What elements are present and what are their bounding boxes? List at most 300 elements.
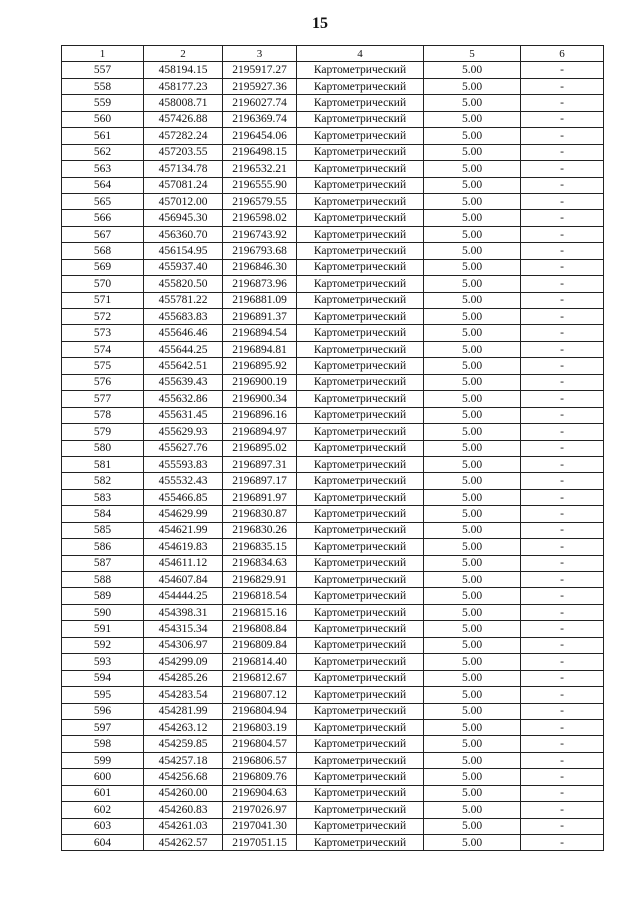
table-row xyxy=(62,111,604,127)
accuracy-cell: 5.00 xyxy=(424,144,521,160)
table-row xyxy=(62,703,604,719)
method-cell: Картометрический xyxy=(297,62,424,78)
y-coordinate-cell: 2196830.26 xyxy=(223,522,297,538)
accuracy-cell: 5.00 xyxy=(424,62,521,78)
method-cell: Картометрический xyxy=(297,588,424,604)
table-row xyxy=(62,835,604,851)
accuracy-cell: 5.00 xyxy=(424,407,521,423)
table-row xyxy=(62,785,604,801)
point-number-cell: 565 xyxy=(62,193,144,209)
method-cell: Картометрический xyxy=(297,539,424,555)
y-coordinate-cell: 2196498.15 xyxy=(223,144,297,160)
method-cell: Картометрический xyxy=(297,243,424,259)
point-number-cell: 581 xyxy=(62,456,144,472)
accuracy-cell: 5.00 xyxy=(424,259,521,275)
x-coordinate-cell: 454444.25 xyxy=(144,588,223,604)
description-cell: - xyxy=(521,456,604,472)
x-coordinate-cell: 454256.68 xyxy=(144,769,223,785)
accuracy-cell: 5.00 xyxy=(424,292,521,308)
point-number-cell: 583 xyxy=(62,489,144,505)
x-coordinate-cell: 455646.46 xyxy=(144,325,223,341)
accuracy-cell: 5.00 xyxy=(424,111,521,127)
method-cell: Картометрический xyxy=(297,621,424,637)
y-coordinate-cell: 2195917.27 xyxy=(223,62,297,78)
x-coordinate-cell: 456360.70 xyxy=(144,226,223,242)
y-coordinate-cell: 2196895.02 xyxy=(223,440,297,456)
x-coordinate-cell: 454285.26 xyxy=(144,670,223,686)
accuracy-cell: 5.00 xyxy=(424,802,521,818)
accuracy-cell: 5.00 xyxy=(424,358,521,374)
header-cell-description: 6 xyxy=(521,46,604,62)
table-row xyxy=(62,506,604,522)
x-coordinate-cell: 458177.23 xyxy=(144,78,223,94)
x-coordinate-cell: 457203.55 xyxy=(144,144,223,160)
x-coordinate-cell: 458194.15 xyxy=(144,62,223,78)
y-coordinate-cell: 2196793.68 xyxy=(223,243,297,259)
description-cell: - xyxy=(521,835,604,851)
table-row xyxy=(62,736,604,752)
table-row xyxy=(62,572,604,588)
method-cell: Картометрический xyxy=(297,785,424,801)
description-cell: - xyxy=(521,719,604,735)
y-coordinate-cell: 2197041.30 xyxy=(223,818,297,834)
method-cell: Картометрический xyxy=(297,144,424,160)
method-cell: Картометрический xyxy=(297,358,424,374)
point-number-cell: 598 xyxy=(62,736,144,752)
point-number-cell: 597 xyxy=(62,719,144,735)
accuracy-cell: 5.00 xyxy=(424,506,521,522)
header-cell-method: 4 xyxy=(297,46,424,62)
x-coordinate-cell: 455644.25 xyxy=(144,341,223,357)
table-row xyxy=(62,456,604,472)
table-row xyxy=(62,424,604,440)
x-coordinate-cell: 455631.45 xyxy=(144,407,223,423)
description-cell: - xyxy=(521,193,604,209)
accuracy-cell: 5.00 xyxy=(424,193,521,209)
accuracy-cell: 5.00 xyxy=(424,835,521,851)
x-coordinate-cell: 457426.88 xyxy=(144,111,223,127)
method-cell: Картометрический xyxy=(297,95,424,111)
table-row xyxy=(62,374,604,390)
point-number-cell: 567 xyxy=(62,226,144,242)
description-cell: - xyxy=(521,440,604,456)
method-cell: Картометрический xyxy=(297,226,424,242)
x-coordinate-cell: 457134.78 xyxy=(144,161,223,177)
table-row xyxy=(62,802,604,818)
method-cell: Картометрический xyxy=(297,341,424,357)
y-coordinate-cell: 2196897.31 xyxy=(223,456,297,472)
accuracy-cell: 5.00 xyxy=(424,621,521,637)
method-cell: Картометрический xyxy=(297,473,424,489)
description-cell: - xyxy=(521,424,604,440)
table-row xyxy=(62,259,604,275)
method-cell: Картометрический xyxy=(297,604,424,620)
method-cell: Картометрический xyxy=(297,374,424,390)
method-cell: Картометрический xyxy=(297,572,424,588)
point-number-cell: 568 xyxy=(62,243,144,259)
point-number-cell: 588 xyxy=(62,572,144,588)
description-cell: - xyxy=(521,391,604,407)
description-cell: - xyxy=(521,752,604,768)
accuracy-cell: 5.00 xyxy=(424,555,521,571)
method-cell: Картометрический xyxy=(297,309,424,325)
accuracy-cell: 5.00 xyxy=(424,785,521,801)
table-row xyxy=(62,719,604,735)
x-coordinate-cell: 454299.09 xyxy=(144,654,223,670)
table-row xyxy=(62,341,604,357)
accuracy-cell: 5.00 xyxy=(424,177,521,193)
accuracy-cell: 5.00 xyxy=(424,276,521,292)
table-row xyxy=(62,292,604,308)
description-cell: - xyxy=(521,687,604,703)
method-cell: Картометрический xyxy=(297,456,424,472)
description-cell: - xyxy=(521,341,604,357)
x-coordinate-cell: 455683.83 xyxy=(144,309,223,325)
description-cell: - xyxy=(521,407,604,423)
point-number-cell: 582 xyxy=(62,473,144,489)
y-coordinate-cell: 2196806.57 xyxy=(223,752,297,768)
y-coordinate-cell: 2196555.90 xyxy=(223,177,297,193)
method-cell: Картометрический xyxy=(297,424,424,440)
point-number-cell: 599 xyxy=(62,752,144,768)
table-row xyxy=(62,588,604,604)
accuracy-cell: 5.00 xyxy=(424,489,521,505)
x-coordinate-cell: 454263.12 xyxy=(144,719,223,735)
table-row xyxy=(62,210,604,226)
table-row xyxy=(62,407,604,423)
description-cell: - xyxy=(521,243,604,259)
y-coordinate-cell: 2196743.92 xyxy=(223,226,297,242)
point-number-cell: 570 xyxy=(62,276,144,292)
point-number-cell: 592 xyxy=(62,637,144,653)
y-coordinate-cell: 2196897.17 xyxy=(223,473,297,489)
accuracy-cell: 5.00 xyxy=(424,309,521,325)
description-cell: - xyxy=(521,210,604,226)
point-number-cell: 596 xyxy=(62,703,144,719)
description-cell: - xyxy=(521,358,604,374)
x-coordinate-cell: 455639.43 xyxy=(144,374,223,390)
description-cell: - xyxy=(521,621,604,637)
method-cell: Картометрический xyxy=(297,687,424,703)
accuracy-cell: 5.00 xyxy=(424,325,521,341)
y-coordinate-cell: 2196904.63 xyxy=(223,785,297,801)
method-cell: Картометрический xyxy=(297,177,424,193)
method-cell: Картометрический xyxy=(297,128,424,144)
x-coordinate-cell: 454260.00 xyxy=(144,785,223,801)
description-cell: - xyxy=(521,736,604,752)
method-cell: Картометрический xyxy=(297,259,424,275)
y-coordinate-cell: 2197026.97 xyxy=(223,802,297,818)
point-number-cell: 580 xyxy=(62,440,144,456)
method-cell: Картометрический xyxy=(297,769,424,785)
point-number-cell: 577 xyxy=(62,391,144,407)
description-cell: - xyxy=(521,785,604,801)
method-cell: Картометрический xyxy=(297,818,424,834)
description-cell: - xyxy=(521,588,604,604)
accuracy-cell: 5.00 xyxy=(424,572,521,588)
table-row xyxy=(62,687,604,703)
y-coordinate-cell: 2196532.21 xyxy=(223,161,297,177)
point-number-cell: 563 xyxy=(62,161,144,177)
method-cell: Картометрический xyxy=(297,193,424,209)
y-coordinate-cell: 2196835.15 xyxy=(223,539,297,555)
point-number-cell: 558 xyxy=(62,78,144,94)
accuracy-cell: 5.00 xyxy=(424,818,521,834)
table-row xyxy=(62,325,604,341)
table-row xyxy=(62,621,604,637)
point-number-cell: 595 xyxy=(62,687,144,703)
y-coordinate-cell: 2196829.91 xyxy=(223,572,297,588)
point-number-cell: 589 xyxy=(62,588,144,604)
x-coordinate-cell: 458008.71 xyxy=(144,95,223,111)
description-cell: - xyxy=(521,177,604,193)
table-row xyxy=(62,818,604,834)
y-coordinate-cell: 2195927.36 xyxy=(223,78,297,94)
table-row xyxy=(62,637,604,653)
accuracy-cell: 5.00 xyxy=(424,588,521,604)
description-cell: - xyxy=(521,374,604,390)
accuracy-cell: 5.00 xyxy=(424,341,521,357)
table-row xyxy=(62,489,604,505)
point-number-cell: 587 xyxy=(62,555,144,571)
table-row xyxy=(62,95,604,111)
method-cell: Картометрический xyxy=(297,325,424,341)
y-coordinate-cell: 2196818.54 xyxy=(223,588,297,604)
x-coordinate-cell: 454259.85 xyxy=(144,736,223,752)
x-coordinate-cell: 454398.31 xyxy=(144,604,223,620)
point-number-cell: 604 xyxy=(62,835,144,851)
accuracy-cell: 5.00 xyxy=(424,161,521,177)
y-coordinate-cell: 2196894.81 xyxy=(223,341,297,357)
y-coordinate-cell: 2196891.37 xyxy=(223,309,297,325)
table-row xyxy=(62,473,604,489)
point-number-cell: 593 xyxy=(62,654,144,670)
point-number-cell: 578 xyxy=(62,407,144,423)
point-number-cell: 575 xyxy=(62,358,144,374)
accuracy-cell: 5.00 xyxy=(424,654,521,670)
method-cell: Картометрический xyxy=(297,555,424,571)
accuracy-cell: 5.00 xyxy=(424,703,521,719)
point-number-cell: 601 xyxy=(62,785,144,801)
point-number-cell: 594 xyxy=(62,670,144,686)
x-coordinate-cell: 455820.50 xyxy=(144,276,223,292)
accuracy-cell: 5.00 xyxy=(424,210,521,226)
method-cell: Картометрический xyxy=(297,522,424,538)
accuracy-cell: 5.00 xyxy=(424,752,521,768)
description-cell: - xyxy=(521,128,604,144)
accuracy-cell: 5.00 xyxy=(424,719,521,735)
point-number-cell: 586 xyxy=(62,539,144,555)
point-number-cell: 573 xyxy=(62,325,144,341)
x-coordinate-cell: 455532.43 xyxy=(144,473,223,489)
description-cell: - xyxy=(521,604,604,620)
point-number-cell: 572 xyxy=(62,309,144,325)
table-row xyxy=(62,539,604,555)
point-number-cell: 584 xyxy=(62,506,144,522)
x-coordinate-cell: 456154.95 xyxy=(144,243,223,259)
table-row xyxy=(62,522,604,538)
x-coordinate-cell: 454607.84 xyxy=(144,572,223,588)
x-coordinate-cell: 455642.51 xyxy=(144,358,223,374)
y-coordinate-cell: 2197051.15 xyxy=(223,835,297,851)
method-cell: Картометрический xyxy=(297,440,424,456)
accuracy-cell: 5.00 xyxy=(424,226,521,242)
x-coordinate-cell: 455593.83 xyxy=(144,456,223,472)
description-cell: - xyxy=(521,144,604,160)
method-cell: Картометрический xyxy=(297,670,424,686)
table-row xyxy=(62,769,604,785)
point-number-cell: 562 xyxy=(62,144,144,160)
point-number-cell: 559 xyxy=(62,95,144,111)
accuracy-cell: 5.00 xyxy=(424,243,521,259)
accuracy-cell: 5.00 xyxy=(424,522,521,538)
y-coordinate-cell: 2196895.92 xyxy=(223,358,297,374)
y-coordinate-cell: 2196579.55 xyxy=(223,193,297,209)
table-row xyxy=(62,226,604,242)
y-coordinate-cell: 2196830.87 xyxy=(223,506,297,522)
point-number-cell: 560 xyxy=(62,111,144,127)
method-cell: Картометрический xyxy=(297,719,424,735)
y-coordinate-cell: 2196804.57 xyxy=(223,736,297,752)
table-row xyxy=(62,752,604,768)
table-row xyxy=(62,78,604,94)
point-number-cell: 591 xyxy=(62,621,144,637)
description-cell: - xyxy=(521,473,604,489)
x-coordinate-cell: 455632.86 xyxy=(144,391,223,407)
point-number-cell: 585 xyxy=(62,522,144,538)
table-row xyxy=(62,654,604,670)
accuracy-cell: 5.00 xyxy=(424,473,521,489)
x-coordinate-cell: 454306.97 xyxy=(144,637,223,653)
point-number-cell: 590 xyxy=(62,604,144,620)
page-number: 15 xyxy=(312,15,328,32)
accuracy-cell: 5.00 xyxy=(424,670,521,686)
description-cell: - xyxy=(521,161,604,177)
header-row xyxy=(62,46,604,62)
x-coordinate-cell: 454260.83 xyxy=(144,802,223,818)
y-coordinate-cell: 2196834.63 xyxy=(223,555,297,571)
method-cell: Картометрический xyxy=(297,292,424,308)
x-coordinate-cell: 454611.12 xyxy=(144,555,223,571)
description-cell: - xyxy=(521,539,604,555)
y-coordinate-cell: 2196598.02 xyxy=(223,210,297,226)
table-row xyxy=(62,243,604,259)
y-coordinate-cell: 2196454.06 xyxy=(223,128,297,144)
table-row xyxy=(62,391,604,407)
y-coordinate-cell: 2196807.12 xyxy=(223,687,297,703)
description-cell: - xyxy=(521,802,604,818)
description-cell: - xyxy=(521,226,604,242)
description-cell: - xyxy=(521,325,604,341)
table-row xyxy=(62,670,604,686)
x-coordinate-cell: 457081.24 xyxy=(144,177,223,193)
accuracy-cell: 5.00 xyxy=(424,604,521,620)
x-coordinate-cell: 457012.00 xyxy=(144,193,223,209)
method-cell: Картометрический xyxy=(297,489,424,505)
description-cell: - xyxy=(521,259,604,275)
method-cell: Картометрический xyxy=(297,752,424,768)
table-row xyxy=(62,144,604,160)
description-cell: - xyxy=(521,818,604,834)
accuracy-cell: 5.00 xyxy=(424,736,521,752)
description-cell: - xyxy=(521,292,604,308)
coordinates-table xyxy=(61,45,604,851)
x-coordinate-cell: 455629.93 xyxy=(144,424,223,440)
method-cell: Картометрический xyxy=(297,276,424,292)
description-cell: - xyxy=(521,62,604,78)
point-number-cell: 576 xyxy=(62,374,144,390)
accuracy-cell: 5.00 xyxy=(424,95,521,111)
point-number-cell: 579 xyxy=(62,424,144,440)
method-cell: Картометрический xyxy=(297,506,424,522)
description-cell: - xyxy=(521,111,604,127)
x-coordinate-cell: 454261.03 xyxy=(144,818,223,834)
y-coordinate-cell: 2196881.09 xyxy=(223,292,297,308)
point-number-cell: 574 xyxy=(62,341,144,357)
accuracy-cell: 5.00 xyxy=(424,769,521,785)
x-coordinate-cell: 454621.99 xyxy=(144,522,223,538)
description-cell: - xyxy=(521,489,604,505)
y-coordinate-cell: 2196815.16 xyxy=(223,604,297,620)
point-number-cell: 600 xyxy=(62,769,144,785)
accuracy-cell: 5.00 xyxy=(424,440,521,456)
header-cell-y: 3 xyxy=(223,46,297,62)
method-cell: Картометрический xyxy=(297,78,424,94)
y-coordinate-cell: 2196814.40 xyxy=(223,654,297,670)
table-row xyxy=(62,62,604,78)
method-cell: Картометрический xyxy=(297,703,424,719)
y-coordinate-cell: 2196873.96 xyxy=(223,276,297,292)
method-cell: Картометрический xyxy=(297,654,424,670)
point-number-cell: 561 xyxy=(62,128,144,144)
point-number-cell: 569 xyxy=(62,259,144,275)
description-cell: - xyxy=(521,78,604,94)
description-cell: - xyxy=(521,703,604,719)
y-coordinate-cell: 2196809.76 xyxy=(223,769,297,785)
x-coordinate-cell: 454619.83 xyxy=(144,539,223,555)
y-coordinate-cell: 2196894.97 xyxy=(223,424,297,440)
accuracy-cell: 5.00 xyxy=(424,391,521,407)
accuracy-cell: 5.00 xyxy=(424,374,521,390)
method-cell: Картометрический xyxy=(297,210,424,226)
table-row xyxy=(62,177,604,193)
y-coordinate-cell: 2196804.94 xyxy=(223,703,297,719)
header-cell-point-number: 1 xyxy=(62,46,144,62)
table-row xyxy=(62,555,604,571)
x-coordinate-cell: 454262.57 xyxy=(144,835,223,851)
point-number-cell: 603 xyxy=(62,818,144,834)
y-coordinate-cell: 2196369.74 xyxy=(223,111,297,127)
x-coordinate-cell: 455937.40 xyxy=(144,259,223,275)
y-coordinate-cell: 2196846.30 xyxy=(223,259,297,275)
table-row xyxy=(62,358,604,374)
y-coordinate-cell: 2196803.19 xyxy=(223,719,297,735)
y-coordinate-cell: 2196900.19 xyxy=(223,374,297,390)
table-row xyxy=(62,193,604,209)
description-cell: - xyxy=(521,670,604,686)
x-coordinate-cell: 457282.24 xyxy=(144,128,223,144)
description-cell: - xyxy=(521,506,604,522)
y-coordinate-cell: 2196900.34 xyxy=(223,391,297,407)
description-cell: - xyxy=(521,276,604,292)
x-coordinate-cell: 454315.34 xyxy=(144,621,223,637)
x-coordinate-cell: 454629.99 xyxy=(144,506,223,522)
method-cell: Картометрический xyxy=(297,802,424,818)
y-coordinate-cell: 2196809.84 xyxy=(223,637,297,653)
method-cell: Картометрический xyxy=(297,637,424,653)
description-cell: - xyxy=(521,555,604,571)
accuracy-cell: 5.00 xyxy=(424,128,521,144)
